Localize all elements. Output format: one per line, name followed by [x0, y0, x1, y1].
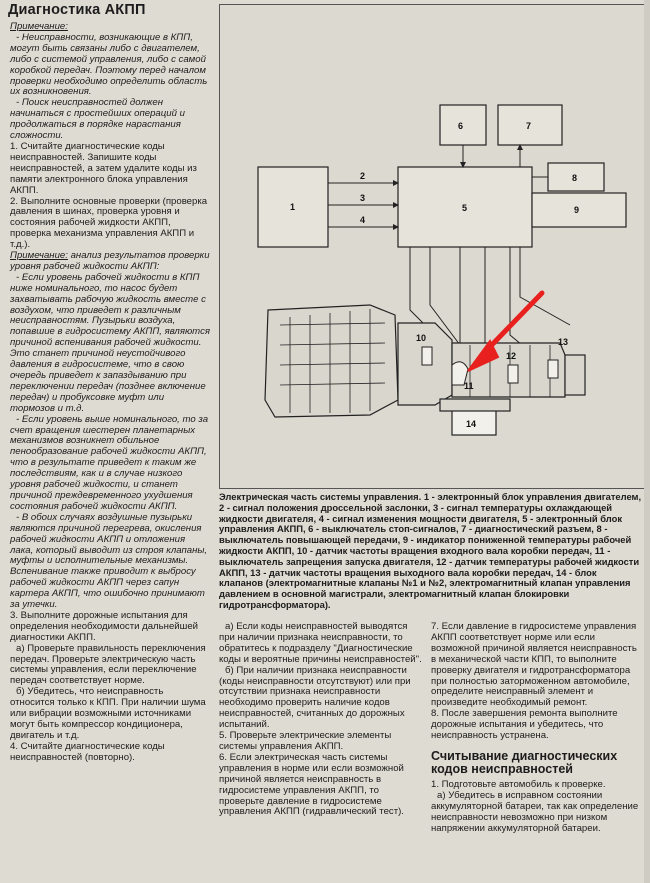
left-column [10, 22, 210, 764]
step-3: 3. Выполните дорожные испытания для определения необходимости дальнейшей диагностики АКПП. [10, 609, 199, 643]
sensor-12 [508, 365, 518, 383]
note-paragraph: - Неисправности, возникающие в КПП, могут быть связаны либо с двигателем, либо с системой управления, либо с самой коробкой передач. Поэтому перед началом проверки необходимо определить область их возникновения. [10, 31, 208, 98]
section-heading: Считывание диагностических кодов неисправностей [431, 748, 618, 777]
note-heading-label: Примечание: [10, 250, 68, 262]
step-1: 1. Считайте диагностические коды неисправностей. Запишите коды неисправностей, а затем удалите коды из памяти электронного блока управления АКПП. [10, 140, 197, 196]
label-8: 8 [572, 173, 578, 183]
label-2: 2 [360, 171, 366, 181]
step-4: 4. Считайте диагностические коды неисправностей (повторно). [10, 740, 165, 763]
label-5: 5 [462, 203, 468, 213]
sensor-10 [422, 347, 432, 365]
step-2: 2. Выполните основные проверки (проверка давления в шинах, проверка уровня и состояния рабочей жидкости АКПП, проверка механизма управления АКПП и т.д.). [10, 195, 208, 251]
label-1: 1 [290, 202, 296, 212]
label-9: 9 [574, 205, 580, 215]
step-5: 5. Проверьте электрические элементы системы управления АКПП. [219, 730, 392, 752]
step-4b: б) При наличии признака неисправности (коды неисправности отсутствуют) или при отсутствии признака неисправности необходимо проверить наличие кодов неисправностей, считанных до дорожных испытаний. [219, 664, 411, 731]
label-10: 10 [416, 333, 427, 343]
step-7: 7. Если давление в гидросистеме управления АКПП соответствует норме или если возможной причиной является неисправность в механической части КПП, то выполните проверку двигателя и гидротрансформатора при полностью заторможенном автомобиле, определите неисправный элемент и произведите необходимый ремонт. [431, 621, 637, 709]
note-paragraph: - Если уровень выше номинального, то за счет вращения шестерен планетарных механизмов возникнет обильное пенообразование рабочей жидкости АКПП, что в результате приведет к таким же последствиям, как и в случае низкого уровня рабочей жидкости, и станет причиной преждевременного ухудшения состояния рабочей жидкости АКПП. [10, 413, 209, 512]
step-6: 6. Если электрическая часть системы управления в норме или если возможной причиной является неисправность в гидросистеме управления АКПП, то проверьте давление в гидросистеме управления АКПП (гидравлический тест). [219, 751, 404, 818]
page-title: Диагностика АКПП [8, 2, 146, 18]
figure-caption: Электрическая часть системы управления. 1 - электронный блок управления двигателем, 2 - сигнал положения дроссельной заслонки, 3 - сигнал температуры охлаждающей жидкости двигателя, 4 - сигнал изменения мощности двигателя, 5 - электронный блок управления АКПП, 6 - выключатель стоп-сигналов, 7 - диагностический разъем, 8 - выключатель повышающей передачи, 9 - индикатор пониженной температуры рабочей жидкости АКПП, 10 - датчик частоты вращения входного вала коробки передач, 11 - выключатель запрещения запуска двигателя, 12 - датчик температуры рабочей жидкости АКПП, 13 - датчик частоты вращения выходного вала коробки передач, 14 - блок клапанов (электромагнитные клапаны №1 и №2, электромагнитный клапан управления давлением в основной магистрали, электромагнитный клапан блокировки гидротрансформатора). [219, 491, 642, 610]
engine-outline [265, 305, 398, 417]
label-4: 4 [360, 215, 366, 225]
page-edge [644, 0, 650, 883]
label-13: 13 [558, 337, 569, 347]
diagram-figure [219, 4, 645, 489]
label-7: 7 [526, 121, 532, 131]
sensor-13 [548, 360, 558, 378]
step-3b: б) Убедитесь, что неисправность относится только к КПП. При наличии шума или вибрации возможными источниками могут быть компрессор кондиционера, двигатель и т.д. [10, 686, 206, 741]
read-step-1a: а) Убедитесь в исправном состоянии аккумуляторной батареи, так как определение неисправности невозможно при низком напряжении аккумуляторной батареи. [431, 789, 639, 834]
step-3a: а) Проверьте правильность переключения передач. Проверьте электрическую часть системы управления, если переключение передач соответствует норме. [10, 642, 206, 687]
label-14: 14 [466, 419, 477, 429]
step-8: 8. После завершения ремонта выполните дорожные испытания и убедитесь, что неисправность устранена. [431, 708, 618, 742]
note-paragraph: - В обоих случаях воздушные пузырьки являются причиной перегрева, окисления рабочей жидкости АКПП и отложения лака, который выводит из строя клапаны, муфты и исполнительные механизмы. Вспенивание также приводит к выбросу рабочей жидкости АКПП через сапун картера АКПП, что ошибочно принимают за утечки. [10, 511, 208, 611]
note-heading: Примечание: [10, 21, 68, 32]
note-heading-2 [10, 251, 210, 273]
note-paragraph: - Поиск неисправностей должен начинаться с простейших операций и продолжаться в порядке нарастания сложности. [10, 97, 185, 142]
right-column [431, 622, 643, 835]
step-4a: а) Если коды неисправностей выводятся при наличии признака неисправности, то обратитесь к подразделу "Диагностические коды и вероятные причины неисправностей". [219, 621, 422, 665]
label-3: 3 [360, 193, 366, 203]
tail-housing [565, 355, 585, 395]
note-heading-rest: анализ результатов проверки уровня рабочей жидкости АКПП: [10, 250, 210, 272]
control-system-diagram [220, 5, 644, 488]
read-step-1: 1. Подготовьте автомобиль к проверке. [431, 778, 606, 790]
label-12: 12 [506, 351, 517, 361]
valve-body-base [440, 399, 510, 411]
label-11: 11 [464, 381, 474, 391]
label-6: 6 [458, 121, 464, 131]
note-paragraph: - Если уровень рабочей жидкости в КПП ниже номинального, то насос будет захватывать рабочую жидкость вместе с воздухом, что приведет к различным неисправностям. Пузырьки воздуха, попавшие в гидросистему АКПП, являются причиной вспенивания рабочей жидкости. Это станет причиной неустойчивого давления в гидросистеме, что в свою очередь приведет к запаздыванию при переключении передач (позднее включение передач) и пробуксовке муфт или тормозов и т.д. [10, 271, 210, 414]
middle-column [219, 622, 425, 818]
